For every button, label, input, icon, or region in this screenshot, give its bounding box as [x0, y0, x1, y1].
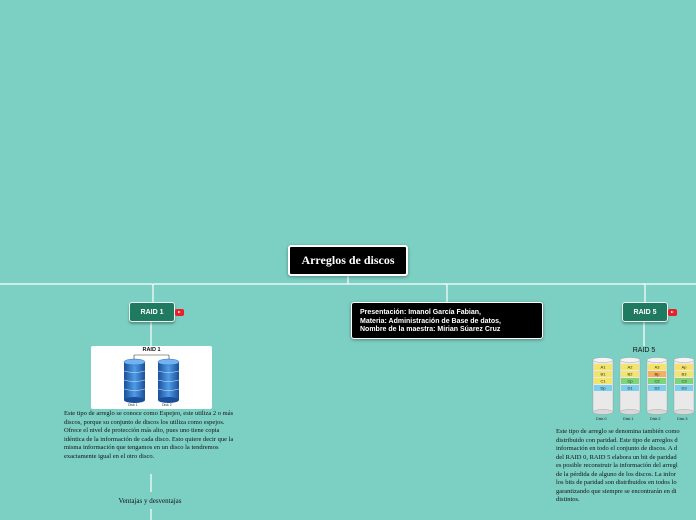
raid5-description-line: de la pérdida de alguno de los discos. La infor — [556, 470, 676, 478]
raid1-topic[interactable] — [129, 302, 175, 322]
raid5-description-line: distintos. — [556, 496, 580, 503]
svg-text:A2: A2 — [627, 364, 633, 370]
video-badge-icon[interactable] — [175, 309, 184, 316]
svg-text:C3: C3 — [681, 378, 687, 384]
svg-text:Ap: Ap — [681, 364, 687, 370]
root-topic-label: Arreglos de discos — [301, 253, 395, 267]
raid1-disks-graphic — [91, 346, 212, 409]
svg-text:C2: C2 — [654, 378, 660, 384]
svg-text:A1: A1 — [600, 364, 606, 370]
raid5-description-line: los bits de paridad son distribuidos en todos lo — [556, 479, 677, 486]
raid5-description-line: distribuido con paridad. Este tipo de arreglos d — [556, 436, 678, 444]
svg-text:B1: B1 — [600, 371, 606, 377]
raid5-diagram-title: RAID 5 — [632, 347, 656, 354]
presentation-line: Nombre de la maestra: Mirian Súarez Cruz — [360, 326, 501, 333]
raid1-diagram-title: RAID 1 — [142, 347, 161, 353]
svg-text:C1: C1 — [600, 378, 606, 384]
presentation-topic[interactable] — [351, 302, 543, 339]
raid5-description-line: información en todo el conjunto de discos. A d — [556, 445, 678, 452]
svg-text:A3: A3 — [654, 364, 660, 370]
raid5-topic-label: RAID 5 — [633, 308, 657, 316]
presentation-line: Presentación: Imanol García Fabian, — [360, 309, 481, 316]
raid5-description-line: es posible reconstruir la información del arregl — [556, 462, 678, 469]
svg-text:D3: D3 — [681, 385, 687, 391]
raid5-disk-label: Disk 2 — [650, 417, 661, 421]
svg-text:D1: D1 — [627, 385, 633, 391]
raid5-disk-label: Disk 1 — [623, 417, 634, 421]
raid1-disk-label: Disk 1 — [128, 403, 138, 407]
video-badge-icon[interactable] — [668, 309, 677, 316]
svg-text:D2: D2 — [654, 385, 660, 391]
raid1-disk-label: Disk 2 — [162, 403, 172, 407]
raid5-disk-label: Disk 3 — [677, 417, 688, 421]
raid1-topic-label: RAID 1 — [140, 308, 164, 316]
raid1-diagram-image — [91, 346, 212, 409]
raid5-description — [556, 428, 696, 505]
svg-text:B2: B2 — [627, 371, 633, 377]
raid5-description-line: garantizando que siempre se encontrarán en di — [556, 487, 677, 495]
raid5-description-line: del RAID 0, RAID 5 elabora un bit de paridad — [556, 453, 677, 461]
svg-text:B3: B3 — [681, 371, 687, 377]
raid1-description: Este tipo de arreglo se conoce como Espejeo, este utiliza 2 o más discos, porque su conjunto de discos los utiliza como espejos. Ofrece el nivel de protección más alto, pues uno tiene copia idéntica de la información de cada disco. Esto quiere decir que la misma información que tengamos en un disco la tendremos exactamente igual en el otro disco. — [64, 410, 234, 460]
root-topic[interactable] — [288, 245, 408, 276]
raid5-topic[interactable] — [622, 302, 668, 322]
presentation-line: Materia: Administración de Base de datos, — [360, 317, 501, 325]
svg-text:Dp: Dp — [600, 385, 606, 391]
raid5-disk-label: Disk 0 — [596, 417, 607, 421]
svg-text:Bp: Bp — [654, 371, 660, 377]
raid1-subtopic-ventajas[interactable]: Ventajas y desventajas — [118, 497, 182, 505]
svg-text:Cp: Cp — [627, 378, 633, 384]
raid5-disks-graphic — [590, 356, 696, 418]
raid5-description-line: Este tipo de arreglo se denomina también como — [556, 428, 680, 435]
